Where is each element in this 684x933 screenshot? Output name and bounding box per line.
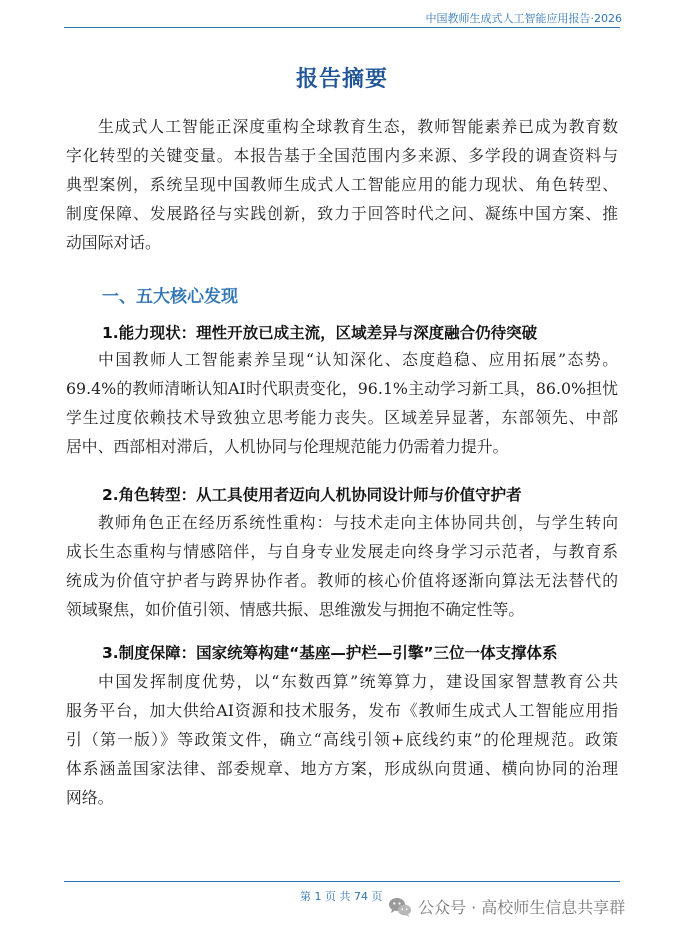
finding-heading-1: 1.能力现状：理性开放已成主流，区域差异与深度融合仍待突破	[102, 324, 538, 342]
abstract-line: 生成式人工智能正深度重构全球教育生态，教师智能素养已成为教育数	[98, 117, 618, 136]
paragraph-line: 引（第一版）》等政策文件，确立“高线引领+底线约束”的伦理规范。政策	[66, 730, 618, 749]
abstract-line: 制度保障、发展路径与实践创新，致力于回答时代之问、凝练中国方案、推	[66, 204, 618, 223]
paragraph-line: 69.4%的教师清晰认知AI时代职责变化，96.1%主动学习新工具，86.0%担忧	[66, 379, 618, 398]
abstract-line: 典型案例，系统呈现中国教师生成式人工智能应用的能力现状、角色转型、	[66, 175, 618, 194]
watermark-text: 公众号 · 高校师生信息共享群	[418, 898, 626, 917]
paragraph-line: 统成为价值守护者与跨界协作者。教师的核心价值将逐渐向算法无法替代的	[66, 571, 618, 590]
section-heading: 一、五大核心发现	[102, 287, 238, 307]
paragraph-line: 中国教师人工智能素养呈现“认知深化、态度趋稳、应用拓展”态势。	[98, 350, 618, 369]
paragraph-line: 教师角色正在经历系统性重构：与技术走向主体协同共创，与学生转向	[98, 513, 618, 532]
page-number: 第 1 页 共 74 页	[300, 890, 383, 903]
paragraph-line: 网络。	[66, 788, 114, 807]
finding-paragraph-2	[66, 508, 618, 624]
finding-heading-3: 3.制度保障：国家统筹构建“基座—护栏—引擎”三位一体支撑体系	[102, 644, 558, 662]
paragraph-line: 服务平台，加大供给AI资源和技术服务，发布《教师生成式人工智能应用指	[66, 701, 618, 720]
paragraph-line: 居中、西部相对滞后，人机协同与伦理规范能力仍需着力提升。	[66, 437, 509, 456]
paragraph-line: 中国发挥制度优势，以“东数西算”统筹算力，建设国家智慧教育公共	[98, 672, 618, 691]
paragraph-line: 体系涵盖国家法律、部委规章、地方方案，形成纵向贯通、横向协同的治理	[66, 759, 618, 778]
abstract-line: 动国际对话。	[66, 233, 161, 252]
abstract-line: 字化转型的关键变量。本报告基于全国范围内多来源、多学段的调查资料与	[66, 146, 618, 165]
running-header-title: 中国教师生成式人工智能应用报告·2026	[425, 12, 622, 25]
page-title: 报告摘要	[295, 67, 388, 92]
wechat-icon	[388, 896, 412, 918]
wechat-watermark	[388, 895, 625, 918]
header-divider	[64, 27, 620, 28]
finding-paragraph-3	[66, 667, 618, 812]
finding-paragraph-1	[66, 345, 618, 461]
paragraph-line: 学生过度依赖技术导致独立思考能力丧失。区域差异显著，东部领先、中部	[66, 408, 618, 427]
abstract-paragraph	[66, 112, 618, 257]
finding-heading-2: 2.角色转型：从工具使用者迈向人机协同设计师与价值守护者	[102, 486, 522, 504]
paragraph-line: 成长生态重构与情感陪伴，与自身专业发展走向终身学习示范者，与教育系	[66, 542, 618, 561]
paragraph-line: 领域聚焦，如价值引领、情感共振、思维激发与拥抱不确定性等。	[66, 600, 525, 619]
footer-divider	[64, 881, 620, 882]
